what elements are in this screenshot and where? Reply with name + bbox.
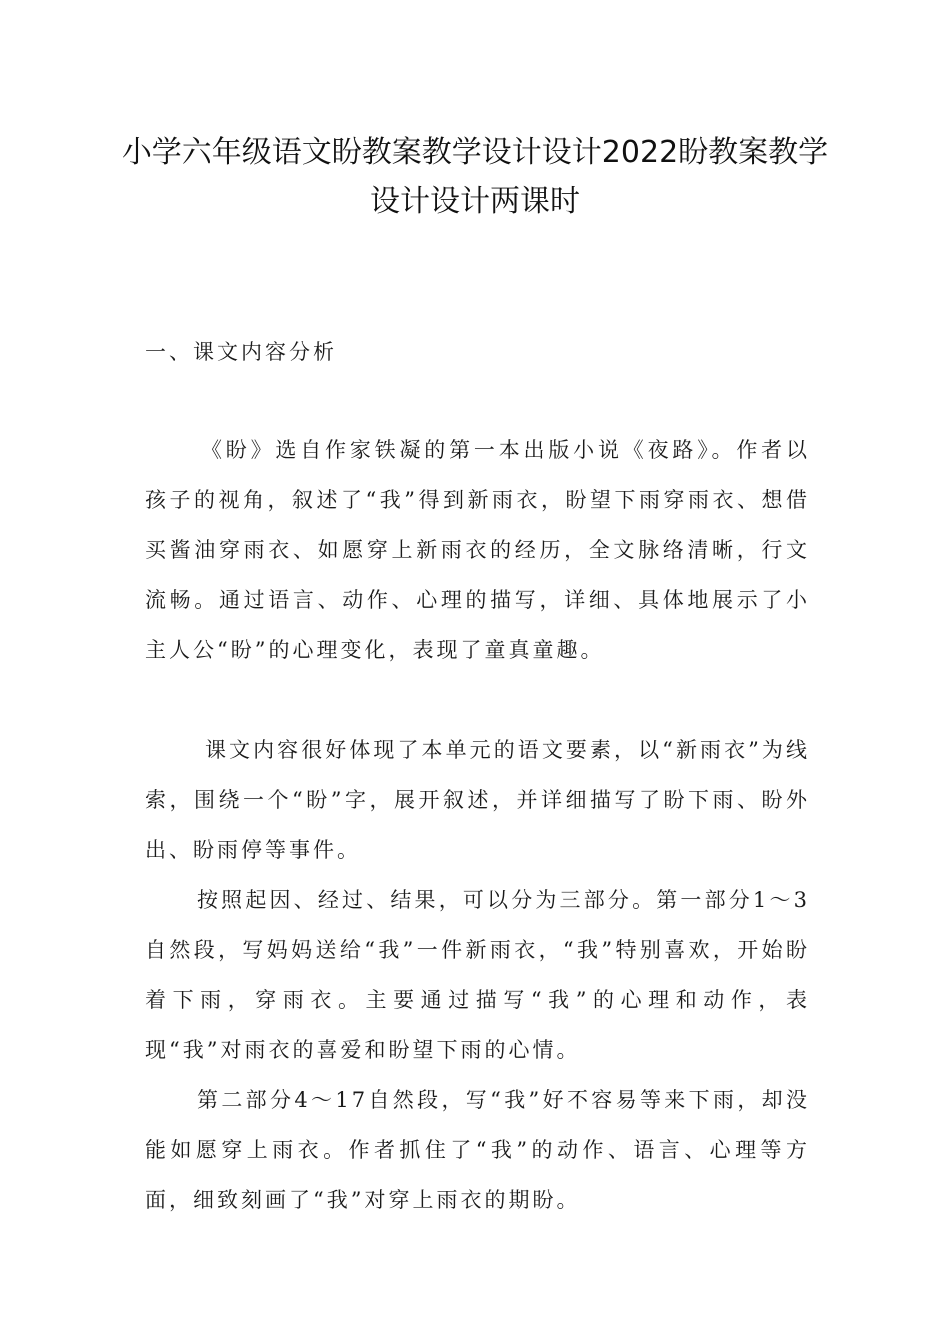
paragraph-1: 《盼》选自作家铁凝的第一本出版小说《夜路》。作者以孩子的视角，叙述了“我”得到新雨衣，盼望下雨穿雨衣、想借买酱油穿雨衣、如愿穿上新雨衣的经历，全文脉络清晰，行文流畅。通过语言、动作、心理的描写，详细、具体地展示了小主人公“盼”的心理变化，表现了童真童趣。 [145, 438, 810, 662]
section-heading: 一、课文内容分析 [145, 340, 337, 364]
paragraph-3: 按照起因、经过、结果，可以分为三部分。第一部分1～3自然段，写妈妈送给“我”一件新雨衣，“我”特别喜欢，开始盼着下雨，穿雨衣。主要通过描写“我”的心理和动作，表现“我”对雨衣的喜爱和盼望下雨的心情。 [145, 888, 810, 1062]
document-title: 小学六年级语文盼教案教学设计设计2022盼教案教学设计设计两课时 [121, 135, 829, 219]
paragraph-4: 第二部分4～17自然段，写“我”好不容易等来下雨，却没能如愿穿上雨衣。作者抓住了“我”的动作、语言、心理等方面，细致刻画了“我”对穿上雨衣的期盼。 [145, 1088, 810, 1212]
paragraph-2: 课文内容很好体现了本单元的语文要素，以“新雨衣”为线索，围绕一个“盼”字，展开叙述，并详细描写了盼下雨、盼外出、盼雨停等事件。 [145, 738, 810, 862]
